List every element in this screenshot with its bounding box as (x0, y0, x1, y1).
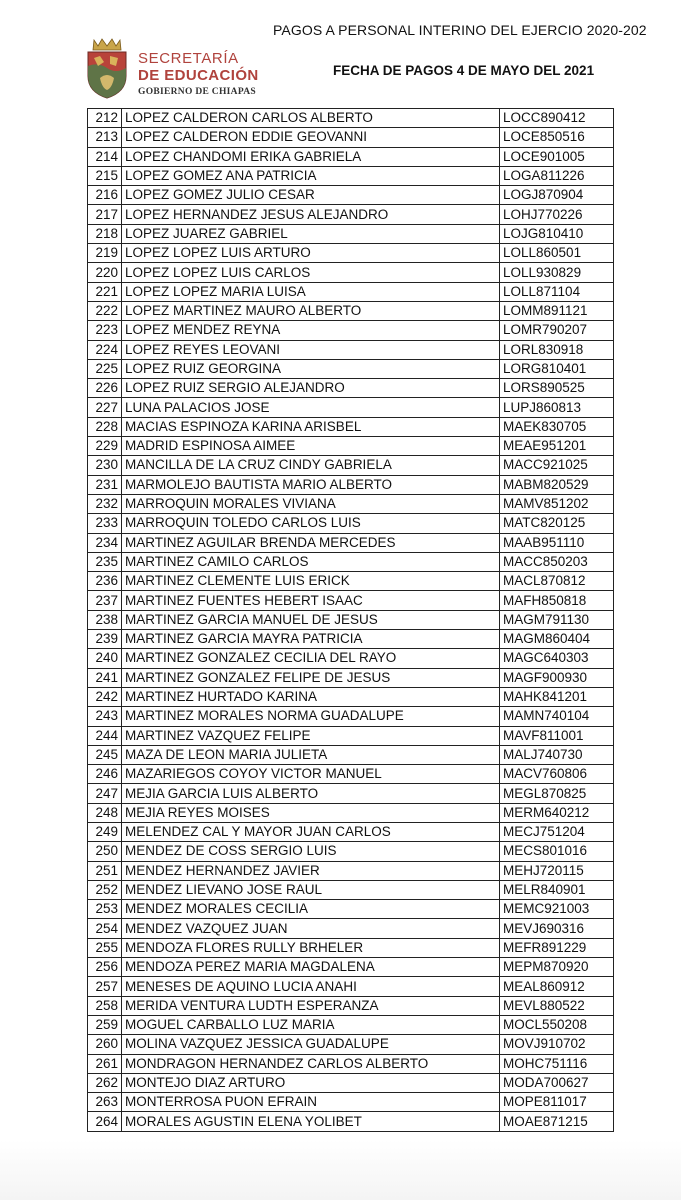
page-bottom-margin (0, 1140, 681, 1200)
row-number: 235 (88, 552, 122, 571)
rfc-code: MELR840901 (500, 880, 614, 899)
table-row (88, 205, 614, 224)
row-number: 219 (88, 244, 122, 263)
table-row (88, 822, 614, 841)
employee-name: MORALES AGUSTIN ELENA YOLIBET (122, 1112, 500, 1131)
row-number: 239 (88, 630, 122, 649)
row-number: 227 (88, 398, 122, 417)
row-number: 220 (88, 263, 122, 282)
rfc-code: MAMN740104 (500, 707, 614, 726)
table-row (88, 784, 614, 803)
employee-name: MEJIA REYES MOISES (122, 803, 500, 822)
table-row (88, 1073, 614, 1092)
employee-name: MARMOLEJO BAUTISTA MARIO ALBERTO (122, 475, 500, 494)
row-number: 246 (88, 765, 122, 784)
employee-name: LOPEZ CHANDOMI ERIKA GABRIELA (122, 147, 500, 166)
table-row (88, 977, 614, 996)
rfc-code: LOLL871104 (500, 282, 614, 301)
employee-name: LOPEZ JUAREZ GABRIEL (122, 224, 500, 243)
rfc-code: MEAE951201 (500, 437, 614, 456)
table-row (88, 475, 614, 494)
payroll-table (87, 108, 614, 1132)
row-number: 258 (88, 996, 122, 1015)
rfc-code: MEMC921003 (500, 900, 614, 919)
employee-name: MARROQUIN TOLEDO CARLOS LUIS (122, 514, 500, 533)
rfc-code: MOPE811017 (500, 1093, 614, 1112)
row-number: 254 (88, 919, 122, 938)
employee-name: MARTINEZ FUENTES HEBERT ISAAC (122, 591, 500, 610)
row-number: 217 (88, 205, 122, 224)
table-row (88, 630, 614, 649)
employee-name: MENDEZ MORALES CECILIA (122, 900, 500, 919)
row-number: 229 (88, 437, 122, 456)
row-number: 238 (88, 610, 122, 629)
employee-name: MARTINEZ GONZALEZ CECILIA DEL RAYO (122, 649, 500, 668)
row-number: 224 (88, 340, 122, 359)
table-row (88, 340, 614, 359)
table-row (88, 1112, 614, 1131)
table-row (88, 166, 614, 185)
rfc-code: MACL870812 (500, 572, 614, 591)
table-row (88, 1015, 614, 1034)
employee-name: MARTINEZ CAMILO CARLOS (122, 552, 500, 571)
employee-name: LOPEZ LOPEZ LUIS ARTURO (122, 244, 500, 263)
rfc-code: MACC921025 (500, 456, 614, 475)
row-number: 221 (88, 282, 122, 301)
employee-name: MENESES DE AQUINO LUCIA ANAHI (122, 977, 500, 996)
table-row (88, 842, 614, 861)
table-row (88, 668, 614, 687)
employee-name: MEJIA GARCIA LUIS ALBERTO (122, 784, 500, 803)
row-number: 255 (88, 938, 122, 957)
row-number: 213 (88, 128, 122, 147)
rfc-code: MAEK830705 (500, 417, 614, 436)
row-number: 249 (88, 822, 122, 841)
employee-name: MACIAS ESPINOZA KARINA ARISBEL (122, 417, 500, 436)
rfc-code: MAGM860404 (500, 630, 614, 649)
rfc-code: MOCL550208 (500, 1015, 614, 1034)
table-row (88, 861, 614, 880)
rfc-code: LOLL930829 (500, 263, 614, 282)
row-number: 243 (88, 707, 122, 726)
row-number: 241 (88, 668, 122, 687)
employee-name: MAZA DE LEON MARIA JULIETA (122, 745, 500, 764)
row-number: 262 (88, 1073, 122, 1092)
row-number: 247 (88, 784, 122, 803)
row-number: 212 (88, 109, 122, 128)
employee-name: MARTINEZ CLEMENTE LUIS ERICK (122, 572, 500, 591)
table-row (88, 726, 614, 745)
employee-name: MENDEZ LIEVANO JOSE RAUL (122, 880, 500, 899)
rfc-code: LOHJ770226 (500, 205, 614, 224)
table-row (88, 938, 614, 957)
row-number: 228 (88, 417, 122, 436)
employee-name: MARTINEZ GARCIA MANUEL DE JESUS (122, 610, 500, 629)
table-row (88, 649, 614, 668)
employee-name: LOPEZ GOMEZ JULIO CESAR (122, 186, 500, 205)
employee-name: MOLINA VAZQUEZ JESSICA GUADALUPE (122, 1035, 500, 1054)
table-row (88, 572, 614, 591)
logo-line-secretaria: SECRETARÍA (138, 50, 239, 67)
table-row (88, 263, 614, 282)
row-number: 260 (88, 1035, 122, 1054)
payroll-table-body (88, 109, 614, 1132)
row-number: 257 (88, 977, 122, 996)
rfc-code: MAHK841201 (500, 687, 614, 706)
document-title: PAGOS A PERSONAL INTERINO DEL EJERCIO 2020-202 (273, 22, 647, 38)
rfc-code: LOLL860501 (500, 244, 614, 263)
row-number: 245 (88, 745, 122, 764)
table-row (88, 745, 614, 764)
employee-name: MARTINEZ HURTADO KARINA (122, 687, 500, 706)
table-row (88, 765, 614, 784)
employee-name: MARTINEZ MORALES NORMA GUADALUPE (122, 707, 500, 726)
rfc-code: MEVJ690316 (500, 919, 614, 938)
table-row (88, 109, 614, 128)
rfc-code: MEVL880522 (500, 996, 614, 1015)
rfc-code: MEHJ720115 (500, 861, 614, 880)
table-row (88, 707, 614, 726)
row-number: 250 (88, 842, 122, 861)
employee-name: LOPEZ REYES LEOVANI (122, 340, 500, 359)
employee-name: MENDEZ HERNANDEZ JAVIER (122, 861, 500, 880)
rfc-code: MAGM791130 (500, 610, 614, 629)
row-number: 248 (88, 803, 122, 822)
employee-name: MARTINEZ AGUILAR BRENDA MERCEDES (122, 533, 500, 552)
employee-name: LOPEZ GOMEZ ANA PATRICIA (122, 166, 500, 185)
employee-name: MANCILLA DE LA CRUZ CINDY GABRIELA (122, 456, 500, 475)
rfc-code: LORL830918 (500, 340, 614, 359)
rfc-code: MATC820125 (500, 514, 614, 533)
rfc-code: MALJ740730 (500, 745, 614, 764)
table-row (88, 301, 614, 320)
rfc-code: LUPJ860813 (500, 398, 614, 417)
rfc-code: LORG810401 (500, 359, 614, 378)
rfc-code: LOMR790207 (500, 321, 614, 340)
employee-name: MENDOZA PEREZ MARIA MAGDALENA (122, 958, 500, 977)
employee-name: LOPEZ MARTINEZ MAURO ALBERTO (122, 301, 500, 320)
table-row (88, 610, 614, 629)
rfc-code: MAVF811001 (500, 726, 614, 745)
table-row (88, 687, 614, 706)
employee-name: LOPEZ RUIZ GEORGINA (122, 359, 500, 378)
rfc-code: MECS801016 (500, 842, 614, 861)
table-row (88, 321, 614, 340)
employee-name: MAZARIEGOS COYOY VICTOR MANUEL (122, 765, 500, 784)
table-row (88, 147, 614, 166)
employee-name: LOPEZ CALDERON EDDIE GEOVANNI (122, 128, 500, 147)
rfc-code: MAGF900930 (500, 668, 614, 687)
row-number: 259 (88, 1015, 122, 1034)
employee-name: LOPEZ LOPEZ MARIA LUISA (122, 282, 500, 301)
rfc-code: MECJ751204 (500, 822, 614, 841)
table-row (88, 417, 614, 436)
rfc-code: MODA700627 (500, 1073, 614, 1092)
rfc-code: LOCC890412 (500, 109, 614, 128)
row-number: 237 (88, 591, 122, 610)
rfc-code: MEFR891229 (500, 938, 614, 957)
row-number: 231 (88, 475, 122, 494)
employee-name: MELENDEZ CAL Y MAYOR JUAN CARLOS (122, 822, 500, 841)
row-number: 222 (88, 301, 122, 320)
rfc-code: MOHC751116 (500, 1054, 614, 1073)
employee-name: LOPEZ MENDEZ REYNA (122, 321, 500, 340)
table-row (88, 919, 614, 938)
employee-name: MARROQUIN MORALES VIVIANA (122, 494, 500, 513)
row-number: 218 (88, 224, 122, 243)
employee-name: MENDEZ DE COSS SERGIO LUIS (122, 842, 500, 861)
employee-name: MENDOZA FLORES RULLY BRHELER (122, 938, 500, 957)
row-number: 234 (88, 533, 122, 552)
employee-name: MADRID ESPINOSA AIMEE (122, 437, 500, 456)
table-row (88, 958, 614, 977)
rfc-code: LOGJ870904 (500, 186, 614, 205)
rfc-code: LOMM891121 (500, 301, 614, 320)
row-number: 264 (88, 1112, 122, 1131)
rfc-code: MABM820529 (500, 475, 614, 494)
rfc-code: MOAE871215 (500, 1112, 614, 1131)
rfc-code: MACC850203 (500, 552, 614, 571)
row-number: 263 (88, 1093, 122, 1112)
rfc-code: LOGA811226 (500, 166, 614, 185)
table-row (88, 880, 614, 899)
employee-name: LOPEZ LOPEZ LUIS CARLOS (122, 263, 500, 282)
row-number: 261 (88, 1054, 122, 1073)
logo-line-educacion: DE EDUCACIÓN (138, 67, 259, 84)
employee-name: LOPEZ HERNANDEZ JESUS ALEJANDRO (122, 205, 500, 224)
employee-name: MONTERROSA PUON EFRAIN (122, 1093, 500, 1112)
table-row (88, 379, 614, 398)
rfc-code: MEGL870825 (500, 784, 614, 803)
employee-name: MARTINEZ VAZQUEZ FELIPE (122, 726, 500, 745)
row-number: 225 (88, 359, 122, 378)
employee-name: MARTINEZ GARCIA MAYRA PATRICIA (122, 630, 500, 649)
row-number: 253 (88, 900, 122, 919)
row-number: 242 (88, 687, 122, 706)
secretaria-logo (84, 36, 284, 102)
rfc-code: MAMV851202 (500, 494, 614, 513)
employee-name: MOGUEL CARBALLO LUZ MARIA (122, 1015, 500, 1034)
rfc-code: LOJG810410 (500, 224, 614, 243)
table-row (88, 900, 614, 919)
employee-name: LOPEZ CALDERON CARLOS ALBERTO (122, 109, 500, 128)
table-row (88, 186, 614, 205)
table-row (88, 224, 614, 243)
row-number: 252 (88, 880, 122, 899)
table-row (88, 456, 614, 475)
table-row (88, 1054, 614, 1073)
row-number: 230 (88, 456, 122, 475)
row-number: 233 (88, 514, 122, 533)
table-row (88, 996, 614, 1015)
table-row (88, 359, 614, 378)
table-row (88, 494, 614, 513)
rfc-code: LOCE901005 (500, 147, 614, 166)
row-number: 232 (88, 494, 122, 513)
table-row (88, 1093, 614, 1112)
rfc-code: LORS890525 (500, 379, 614, 398)
employee-name: MONTEJO DIAZ ARTURO (122, 1073, 500, 1092)
table-row (88, 552, 614, 571)
table-row (88, 398, 614, 417)
rfc-code: MAAB951110 (500, 533, 614, 552)
row-number: 244 (88, 726, 122, 745)
row-number: 214 (88, 147, 122, 166)
rfc-code: LOCE850516 (500, 128, 614, 147)
table-row (88, 591, 614, 610)
employee-name: MONDRAGON HERNANDEZ CARLOS ALBERTO (122, 1054, 500, 1073)
table-row (88, 128, 614, 147)
row-number: 236 (88, 572, 122, 591)
employee-name: MARTINEZ GONZALEZ FELIPE DE JESUS (122, 668, 500, 687)
rfc-code: MAGC640303 (500, 649, 614, 668)
row-number: 240 (88, 649, 122, 668)
rfc-code: MERM640212 (500, 803, 614, 822)
table-row (88, 803, 614, 822)
employee-name: LUNA PALACIOS JOSE (122, 398, 500, 417)
payroll-table-wrapper (87, 108, 614, 1132)
row-number: 256 (88, 958, 122, 977)
logo-line-gobierno: GOBIERNO DE CHIAPAS (138, 87, 256, 97)
row-number: 251 (88, 861, 122, 880)
row-number: 223 (88, 321, 122, 340)
payment-date: FECHA DE PAGOS 4 DE MAYO DEL 2021 (333, 63, 595, 78)
table-row (88, 244, 614, 263)
rfc-code: MEPM870920 (500, 958, 614, 977)
table-row (88, 437, 614, 456)
rfc-code: MOVJ910702 (500, 1035, 614, 1054)
table-row (88, 282, 614, 301)
row-number: 226 (88, 379, 122, 398)
rfc-code: MACV760806 (500, 765, 614, 784)
rfc-code: MEAL860912 (500, 977, 614, 996)
row-number: 215 (88, 166, 122, 185)
table-row (88, 533, 614, 552)
row-number: 216 (88, 186, 122, 205)
employee-name: MERIDA VENTURA LUDTH ESPERANZA (122, 996, 500, 1015)
chiapas-coat-of-arms-icon (84, 36, 130, 100)
employee-name: MENDEZ VAZQUEZ JUAN (122, 919, 500, 938)
rfc-code: MAFH850818 (500, 591, 614, 610)
employee-name: LOPEZ RUIZ SERGIO ALEJANDRO (122, 379, 500, 398)
table-row (88, 514, 614, 533)
table-row (88, 1035, 614, 1054)
